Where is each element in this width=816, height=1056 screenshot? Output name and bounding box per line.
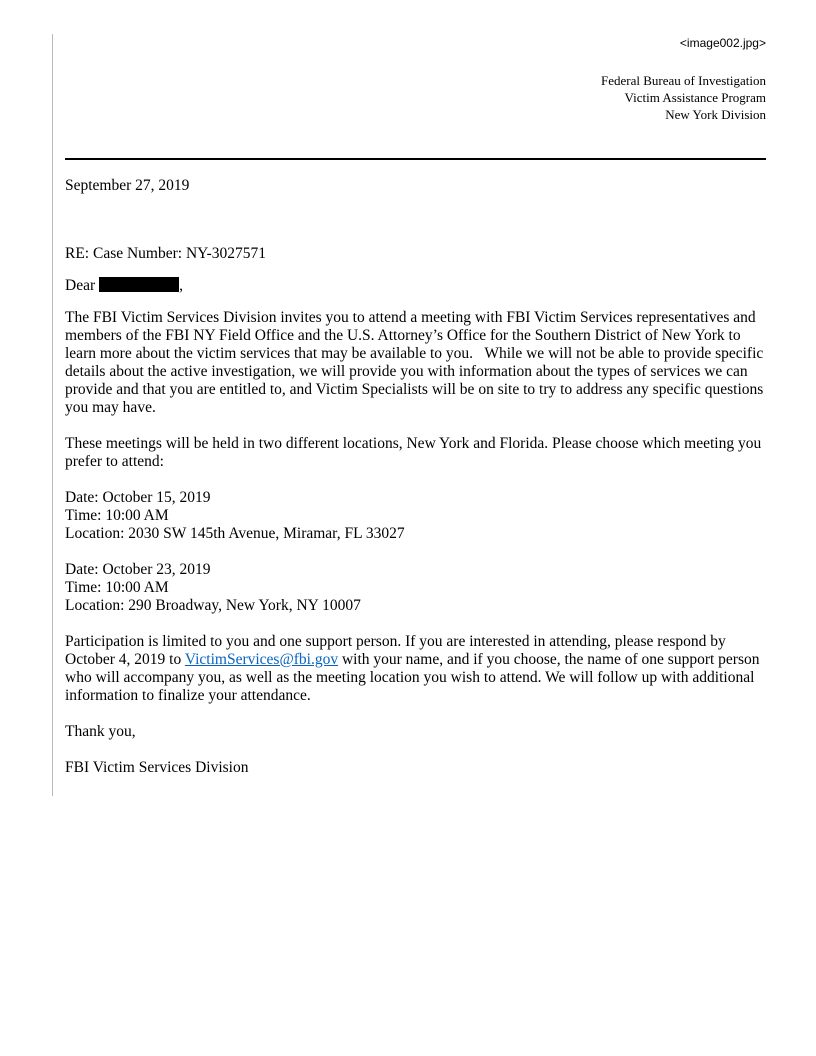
paragraph-rsvp bbox=[65, 633, 766, 705]
meeting-block-florida bbox=[65, 489, 766, 543]
salutation-suffix: , bbox=[179, 277, 183, 294]
rsvp-text-after-link: with your name, and if you choose, the name of one support person who will accompany you, as well as the meeting location you wish to attend. We will follow up with additional information to finalize your attendance. bbox=[65, 651, 764, 704]
meeting-block-new-york bbox=[65, 561, 766, 615]
image-placeholder-text: <image002.jpg> bbox=[679, 36, 766, 50]
closing-line: Thank you, bbox=[65, 723, 136, 740]
paragraph-invitation: The FBI Victim Services Division invites you to attend a meeting with FBI Victim Services representatives and members of the FBI NY Field Office and the U.S. Attorney’s Office for the Southern District of New York to learn more about the victim services that may be available to you. While we will not be able to provide specific details about the active investigation, we will provide you with information about the types of services we can provide and that you are entitled to, and Victim Specialists will be on site to try to address any specific questions you may have. bbox=[65, 309, 768, 416]
signature-line: FBI Victim Services Division bbox=[65, 759, 249, 776]
salutation-line bbox=[65, 277, 766, 295]
letterhead-line-division: New York Division bbox=[665, 107, 766, 122]
letterhead-line-program: Victim Assistance Program bbox=[624, 90, 766, 105]
date-line: September 27, 2019 bbox=[65, 177, 190, 194]
left-margin-line bbox=[52, 34, 53, 796]
meeting-time: Time: 10:00 AM bbox=[65, 579, 169, 596]
letterhead-line-agency: Federal Bureau of Investigation bbox=[601, 73, 766, 88]
meeting-time: Time: 10:00 AM bbox=[65, 507, 169, 524]
salutation-prefix: Dear bbox=[65, 277, 96, 294]
letterhead bbox=[65, 72, 766, 123]
letter-content bbox=[65, 36, 766, 777]
paragraph-locations: These meetings will be held in two different locations, New York and Florida. Please choose which meeting you prefer to attend: bbox=[65, 435, 766, 470]
redacted-recipient-name bbox=[99, 277, 179, 292]
meeting-date: Date: October 23, 2019 bbox=[65, 561, 211, 578]
meeting-location: Location: 290 Broadway, New York, NY 10007 bbox=[65, 597, 361, 614]
rsvp-text-before-link: Participation is limited to you and one support person. If you are interested in attending, please respond by October 4, 2019 to bbox=[65, 633, 730, 668]
meeting-location: Location: 2030 SW 145th Avenue, Miramar, FL 33027 bbox=[65, 525, 405, 542]
meeting-date: Date: October 15, 2019 bbox=[65, 489, 211, 506]
case-number-line: RE: Case Number: NY-3027571 bbox=[65, 245, 267, 262]
horizontal-rule bbox=[65, 158, 766, 160]
victim-services-email-link[interactable]: VictimServices@fbi.gov bbox=[184, 651, 339, 668]
